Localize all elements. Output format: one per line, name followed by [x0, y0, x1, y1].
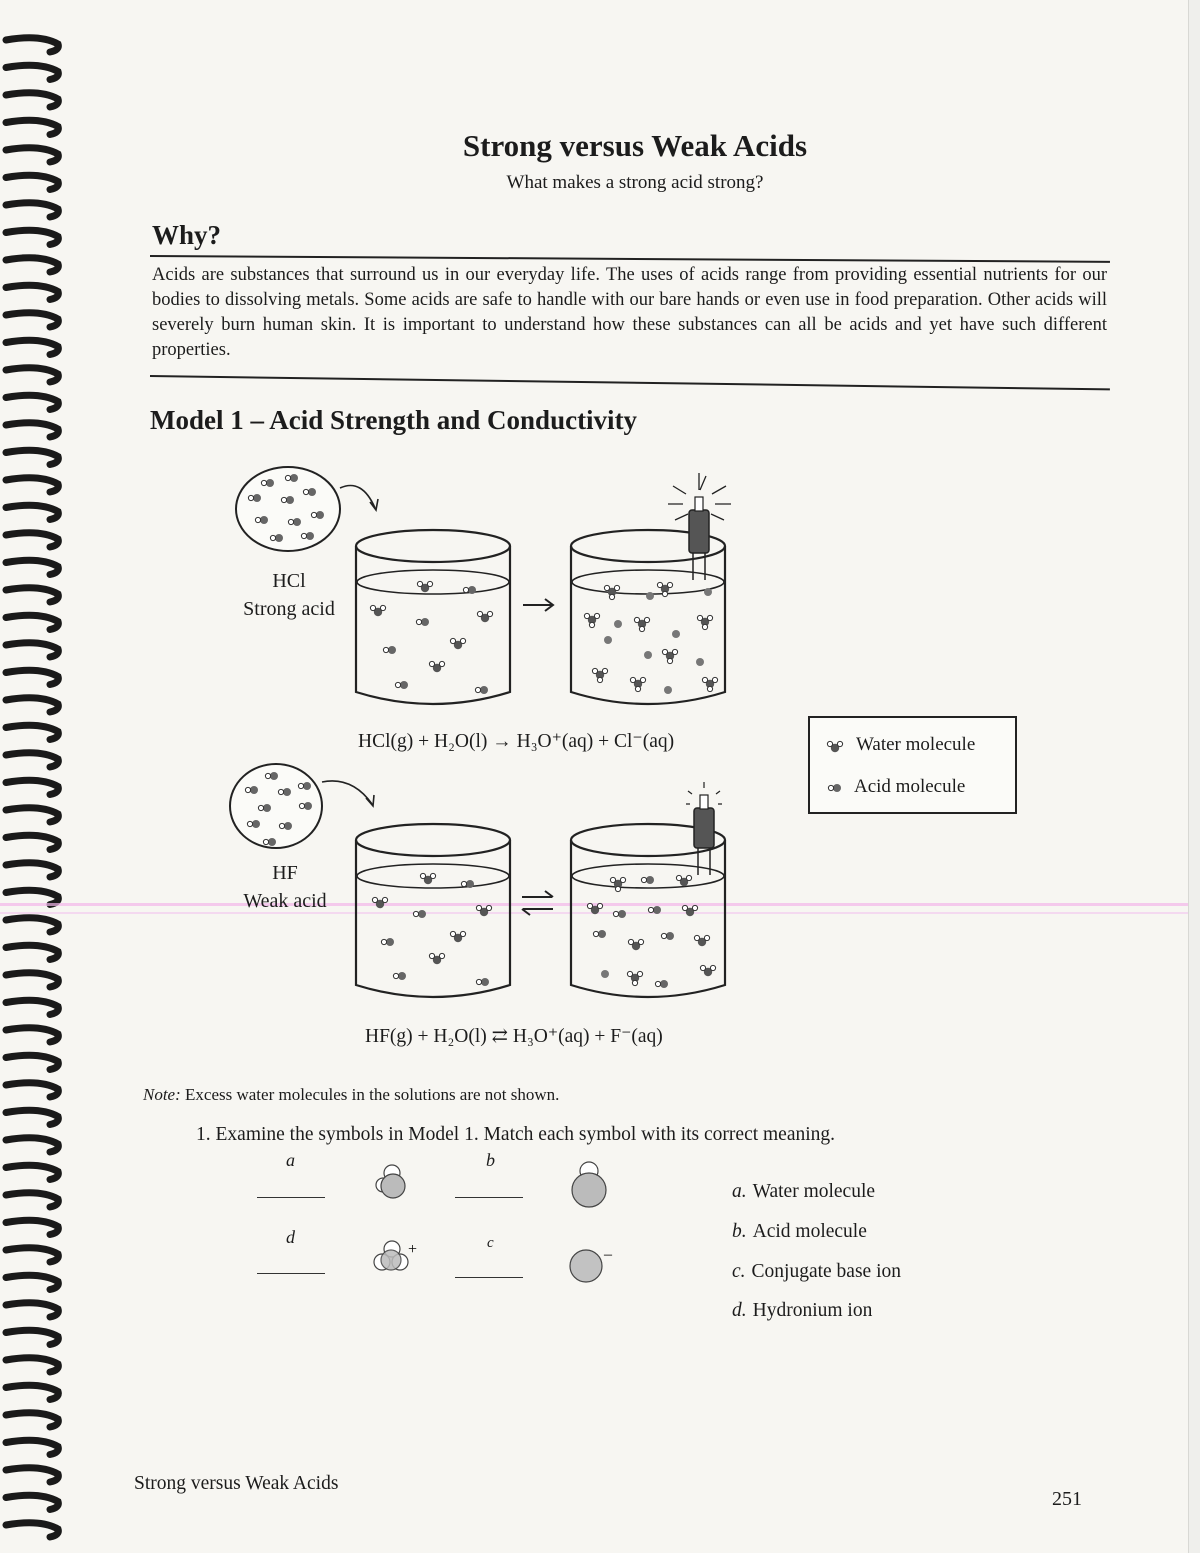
beaker-icon	[356, 530, 510, 704]
answer-blank-1[interactable]	[257, 1197, 325, 1198]
spiral-coil	[6, 1413, 58, 1427]
spiral-coil	[6, 1275, 58, 1289]
spiral-coil	[6, 1303, 58, 1317]
hcl-equation: HCl(g) + H₂O(l) → H₃O⁺(aq) + Cl⁻(aq)	[358, 731, 675, 752]
minus-sign: –	[604, 1246, 612, 1263]
legend-water-label: Water molecule	[856, 734, 976, 755]
spiral-coil	[6, 1385, 58, 1399]
zoom-arrow-icon	[322, 781, 372, 804]
note-text: Excess water molecules in the solutions are not shown.	[185, 1085, 560, 1104]
hcl-zoom-circle	[236, 467, 340, 551]
answer-blank-2[interactable]	[455, 1197, 523, 1198]
option-b: b. Acid molecule	[732, 1221, 867, 1242]
acid-molecule-icon	[824, 782, 846, 794]
hydronium-symbol-icon	[370, 1238, 422, 1280]
spiral-coil	[6, 1330, 58, 1344]
light-bulb-icon	[686, 782, 722, 875]
spiral-coil	[6, 1220, 58, 1234]
spiral-coil	[6, 1193, 58, 1207]
option-a: a. Water molecule	[732, 1181, 876, 1202]
answer-blank-3[interactable]	[257, 1273, 325, 1274]
zoom-arrow-icon	[340, 486, 375, 509]
water-molecule-icon	[824, 738, 846, 754]
spiral-coil	[6, 1495, 58, 1509]
question-1-prompt: 1. Examine the symbols in Model 1. Match each symbol with its correct meaning.	[196, 1124, 836, 1145]
note-prefix: Note:	[143, 1085, 181, 1104]
answer-a: a	[286, 1150, 295, 1170]
spiral-coil	[6, 1138, 58, 1152]
conjugate-base-symbol-icon	[566, 1245, 618, 1285]
page-title: Strong versus Weak Acids	[462, 128, 808, 163]
light-bulb-icon	[668, 473, 731, 580]
plus-sign: +	[408, 1241, 418, 1258]
acid-symbol-icon	[568, 1160, 610, 1210]
spiral-coil	[6, 1110, 58, 1124]
note	[143, 1085, 559, 1105]
page-subtitle: What makes a strong acid strong?	[506, 172, 764, 193]
beaker-icon	[571, 530, 725, 704]
spiral-coil	[6, 1248, 58, 1262]
answer-b: b	[486, 1150, 495, 1170]
water-symbol-icon	[372, 1163, 412, 1201]
legend-acid-label: Acid molecule	[854, 776, 966, 797]
option-c: c. Conjugate base ion	[732, 1261, 901, 1282]
answer-blank-4[interactable]	[455, 1277, 523, 1278]
why-heading: Why?	[152, 220, 222, 250]
hf-zoom-circle	[230, 764, 322, 848]
hcl-kind: Strong acid	[243, 598, 335, 620]
arrow-icon	[523, 599, 553, 611]
spiral-coil	[6, 1083, 58, 1097]
spiral-coil	[6, 1523, 58, 1537]
footer-title: Strong versus Weak Acids	[134, 1473, 339, 1494]
page-number: 251	[1052, 1488, 1082, 1510]
beaker-icon	[356, 824, 510, 997]
model1-heading: Model 1 – Acid Strength and Conductivity	[150, 405, 638, 435]
spiral-coil	[6, 1468, 58, 1482]
spiral-coil	[6, 1165, 58, 1179]
equilibrium-arrow-icon	[522, 891, 553, 915]
answer-c: c	[487, 1235, 494, 1251]
beaker-icon	[571, 824, 725, 997]
hcl-formula: HCl	[272, 570, 306, 592]
answer-d: d	[286, 1227, 295, 1247]
model1-legend	[808, 716, 1017, 814]
hf-formula: HF	[272, 862, 298, 884]
spiral-coil	[6, 1358, 58, 1372]
option-d: d. Hydronium ion	[732, 1300, 873, 1321]
hf-equation: HF(g) + H₂O(l) ⇄ H₃O⁺(aq) + F⁻(aq)	[365, 1026, 663, 1047]
why-paragraph: Acids are substances that surround us in our everyday life. The uses of acids range from providing essential nutrients for our bodies to dissolving metals. Some acids are safe to handle with our bare hands or even use in food preparation. Other acids will severely burn human skin. It is important to understand how these substances can all be acids and yet have such different properties.	[152, 265, 1107, 360]
spiral-coil	[6, 1440, 58, 1454]
hf-kind: Weak acid	[243, 890, 327, 912]
